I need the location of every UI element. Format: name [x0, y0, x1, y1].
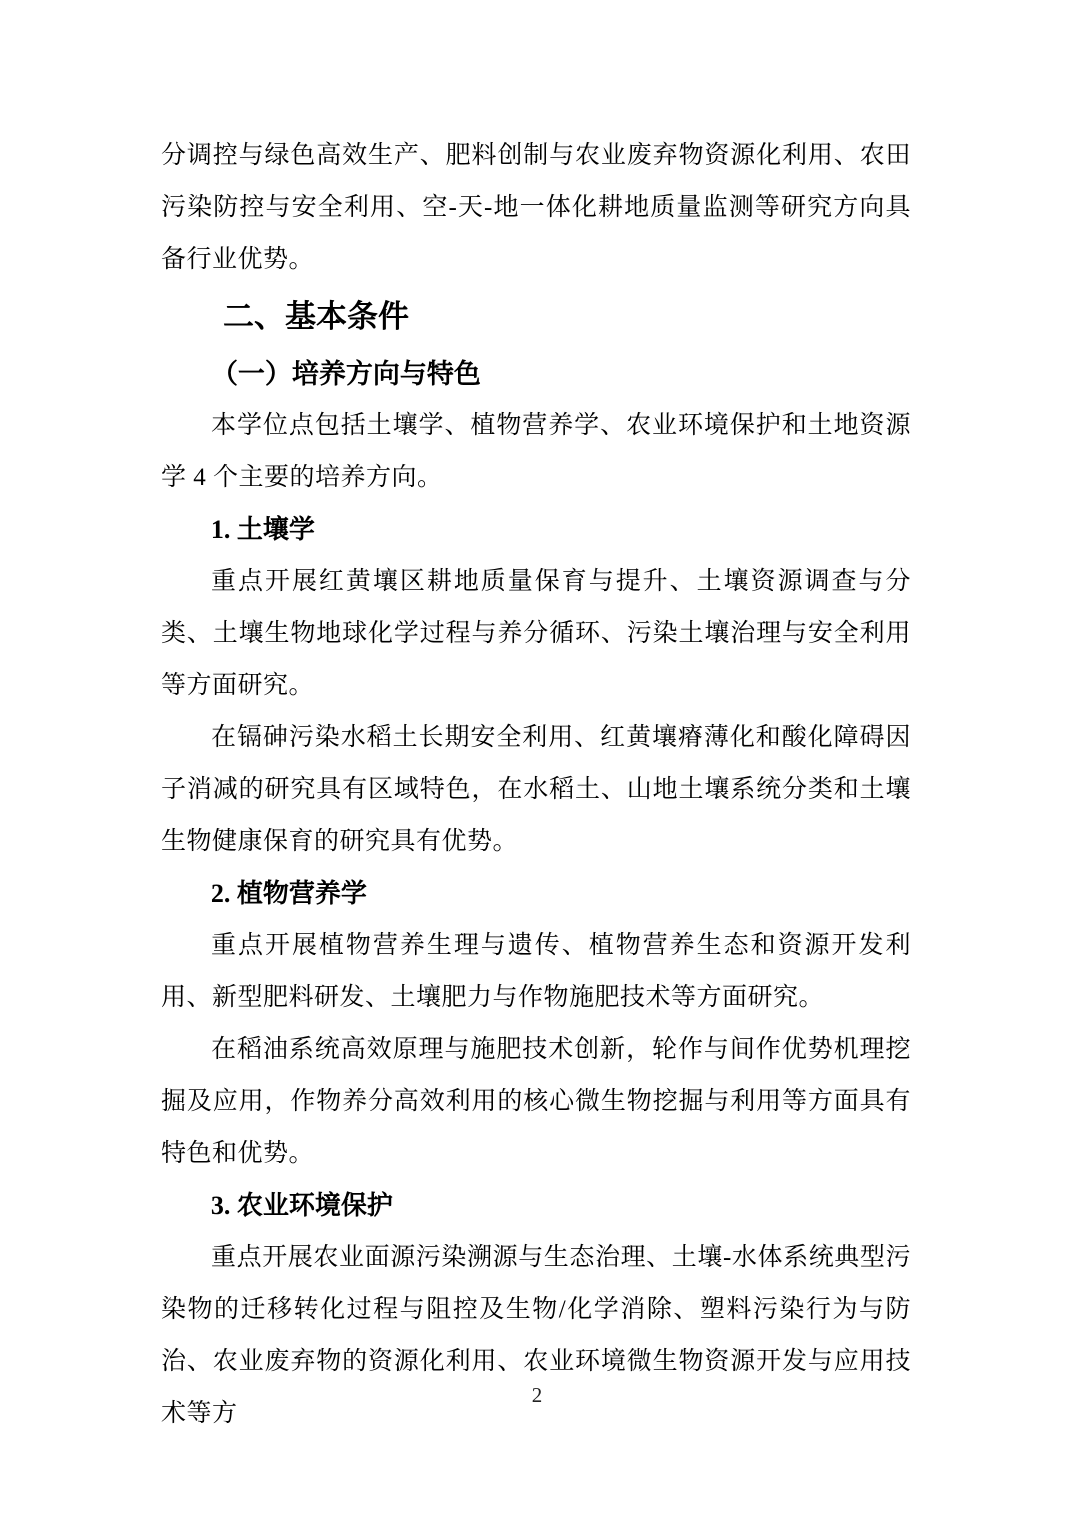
- paragraph-agri-environment-focus: 重点开展农业面源污染溯源与生态治理、土壤-水体系统典型污染物的迁移转化过程与阻控及生物/化学消除、塑料污染行为与防治、农业废弃物的资源化利用、农业环境微生物资源开发与应用技术等方: [161, 1244, 911, 1427]
- page-number: 2: [531, 1383, 543, 1407]
- paragraph-plant-nutrition-focus: 重点开展植物营养生理与遗传、植物营养生态和资源开发利用、新型肥料研发、土壤肥力与作物施肥技术等方面研究。: [161, 932, 911, 1011]
- paragraph-plant-nutrition-features: 在稻油系统高效原理与施肥技术创新，轮作与间作优势机理挖掘及应用，作物养分高效利用的核心微生物挖掘与利用等方面具有特色和优势。: [161, 1036, 911, 1167]
- direction-title-agri-environment-protection: 3. 农业环境保护: [210, 1191, 393, 1220]
- paragraph-soil-science-features: 在镉砷污染水稻土长期安全利用、红黄壤瘠薄化和酸化障碍因子消减的研究具有区域特色，在水稻土、山地土壤系统分类和土壤生物健康保育的研究具有优势。: [161, 724, 911, 855]
- paragraph-overview: 本学位点包括土壤学、植物营养学、农业环境保护和土地资源学 4 个主要的培养方向。: [161, 412, 911, 491]
- section-heading-basic-conditions: 二、基本条件: [223, 299, 409, 334]
- paragraph-soil-science-focus: 重点开展红黄壤区耕地质量保育与提升、土壤资源调查与分类、土壤生物地球化学过程与养分循环、污染土壤治理与安全利用等方面研究。: [161, 568, 911, 699]
- direction-title-plant-nutrition: 2. 植物营养学: [210, 879, 367, 908]
- subsection-heading-training-directions: （一）培养方向与特色: [210, 359, 481, 389]
- document-content: [161, 130, 911, 1440]
- direction-title-soil-science: 1. 土壤学: [210, 515, 315, 544]
- paragraph-intro-continued: 分调控与绿色高效生产、肥料创制与农业废弃物资源化利用、农田污染防控与安全利用、空-天-地一体化耕地质量监测等研究方向具备行业优势。: [161, 142, 911, 273]
